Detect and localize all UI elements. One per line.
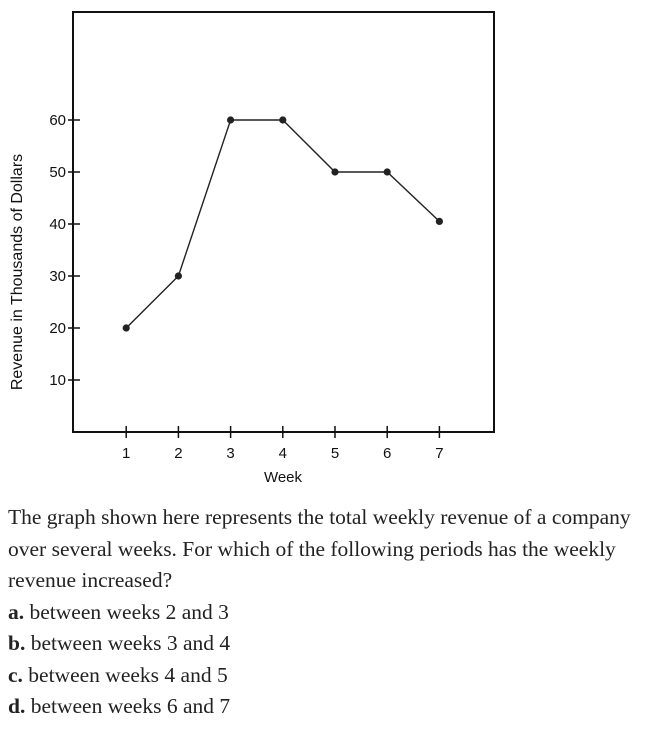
series-line xyxy=(126,120,439,328)
choice-text: between weeks 4 and 5 xyxy=(28,662,228,687)
choice-letter: c. xyxy=(8,662,23,687)
y-tick-label: 40 xyxy=(49,216,66,233)
y-tick-label: 50 xyxy=(49,164,66,181)
choice-text: between weeks 3 and 4 xyxy=(30,631,231,655)
data-point xyxy=(123,324,130,331)
x-tick-label: 3 xyxy=(226,445,235,462)
y-tick-label: 60 xyxy=(49,112,66,129)
x-tick-label: 6 xyxy=(383,445,392,462)
choice-text: between weeks 2 and 3 xyxy=(29,599,229,624)
x-tick-label: 1 xyxy=(122,445,131,462)
data-point xyxy=(384,168,391,175)
y-tick-label: 20 xyxy=(49,320,66,337)
plot-frame xyxy=(73,12,494,432)
choice-b[interactable] xyxy=(8,628,653,660)
answer-choices xyxy=(8,597,653,723)
x-tick-label: 4 xyxy=(278,445,287,462)
question-stem: The graph shown here represents the total weekly revenue of a company over several weeks. For which of the following periods has the weekly revenue increased? xyxy=(8,505,631,592)
question-block xyxy=(8,502,653,723)
choice-c[interactable] xyxy=(8,660,653,692)
x-tick-label: 7 xyxy=(435,445,444,462)
choice-letter: b. xyxy=(8,631,26,655)
choice-d[interactable] xyxy=(8,691,653,723)
choice-a[interactable] xyxy=(8,597,653,629)
data-point xyxy=(175,272,182,279)
data-point xyxy=(436,218,443,225)
y-tick-label: 30 xyxy=(49,268,66,285)
x-axis-label: Week xyxy=(263,469,303,486)
x-tick-label: 5 xyxy=(330,445,340,462)
y-axis-ticks xyxy=(49,112,80,389)
y-axis-label: Revenue in Thousands of Dollars xyxy=(9,153,26,391)
data-point xyxy=(331,168,338,175)
x-tick-label: 2 xyxy=(174,445,183,462)
choice-text: between weeks 6 and 7 xyxy=(30,694,231,718)
choice-letter: d. xyxy=(8,694,26,718)
y-tick-label: 10 xyxy=(49,372,66,389)
data-point xyxy=(279,116,286,123)
choice-letter: a. xyxy=(8,599,25,624)
data-point xyxy=(227,116,234,123)
revenue-series xyxy=(123,116,443,331)
